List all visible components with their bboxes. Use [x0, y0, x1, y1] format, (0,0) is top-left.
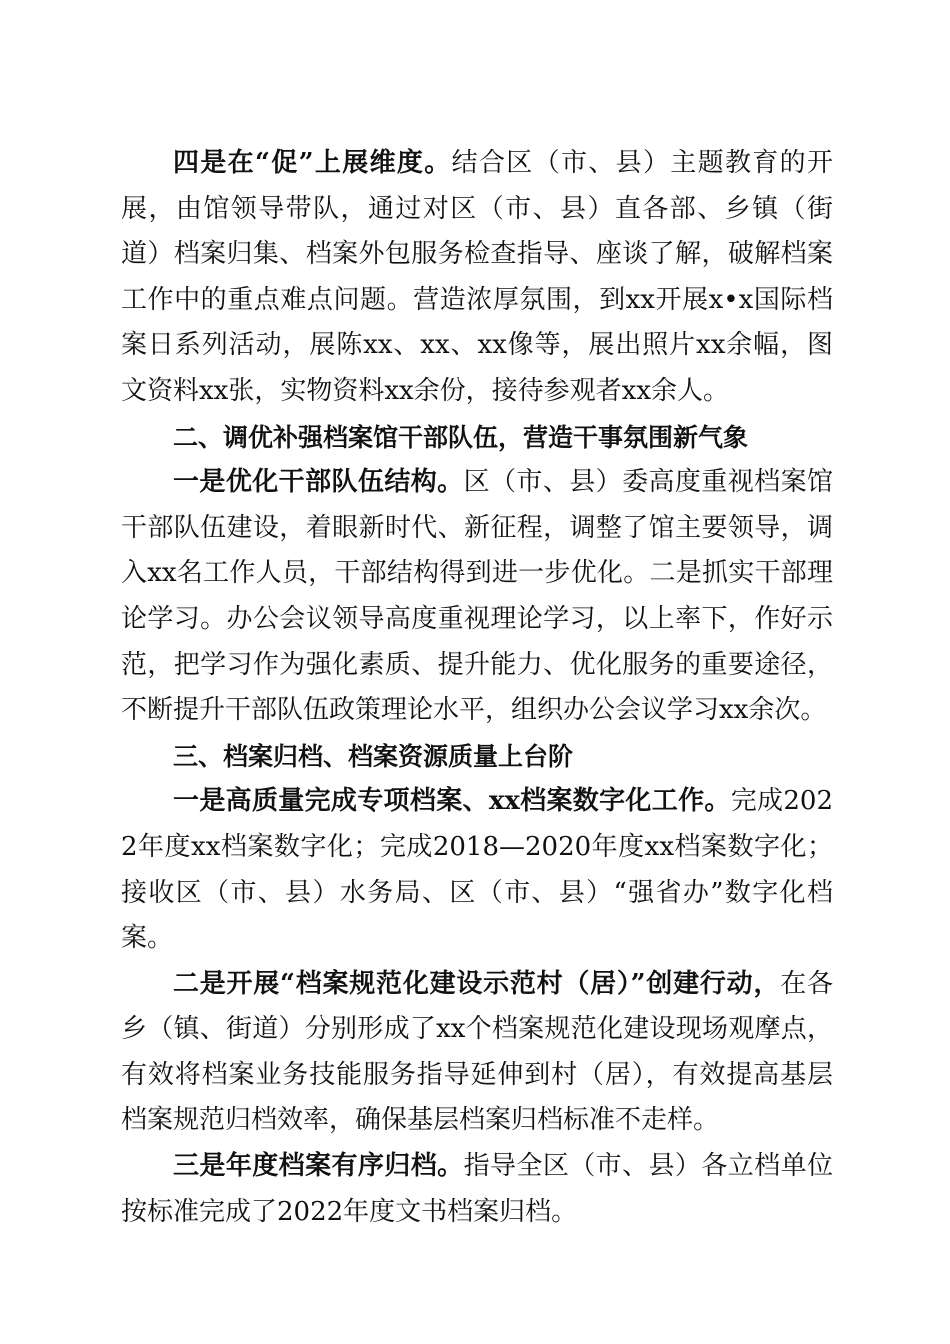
- document-body: [121, 141, 833, 1235]
- paragraph-text: 在各乡（镇、街道）分别形成了xx个档案规范化建设现场观摩点，有效将档案业务技能服务指导延伸到村（居），有效提高基层档案规范归档效率，确保基层档案归档标准不走样。: [121, 968, 833, 1136]
- paragraph-lead: 二是开展“档案规范化建设示范村（居）”创建行动，: [173, 968, 781, 999]
- paragraph-digitization: [121, 779, 833, 961]
- paragraph-annual-archiving: [121, 1144, 833, 1235]
- paragraph-text: 完成2022年度xx档案数字化；完成2018—2020年度xx档案数字化；接收区（市、县）水务局、区（市、县）“强省办”数字化档案。: [121, 786, 833, 954]
- section-heading-3: 三、档案归档、档案资源质量上台阶: [173, 741, 574, 771]
- paragraph-lead: 一是优化干部队伍结构。: [173, 467, 464, 498]
- paragraph-lead: 一是高质量完成专项档案、xx档案数字化工作。: [173, 786, 731, 817]
- paragraph-cadre-structure: [121, 460, 833, 734]
- section-heading-2: 二、调优补强档案馆干部队伍，营造干事氛围新气象: [173, 422, 749, 452]
- paragraph-lead: 三是年度档案有序归档。: [173, 1151, 464, 1182]
- paragraph-lead: 四是在“促”上展维度。: [173, 148, 452, 178]
- paragraph-text: 结合区（市、县）主题教育的开展，由馆领导带队，通过对区（市、县）直各部、乡镇（街道）档案归集、档案外包服务检查指导、座谈了解，破解档案工作中的重点难点问题。营造浓厚氛围，到xx开展x•x国际档案日系列活动，展陈xx、xx、xx像等，展出照片xx余幅，图文资料xx张，实物资料xx余份，接待参观者xx余人。: [121, 148, 833, 406]
- paragraph-text: 区（市、县）委高度重视档案馆干部队伍建设，着眼新时代、新征程，调整了馆主要领导，调入xx名工作人员，干部结构得到进一步优化。二是抓实干部理论学习。办公会议领导高度重视理论学习，以上率下，作好示范，把学习作为强化素质、提升能力、优化服务的重要途径，不断提升干部队伍政策理论水平，组织办公会议学习xx余次。: [121, 467, 833, 726]
- paragraph-demonstration-village: [121, 962, 833, 1144]
- paragraph-promotion: [121, 141, 833, 415]
- paragraph-text: 指导全区（市、县）各立档单位按标准完成了2022年度文书档案归档。: [121, 1151, 833, 1227]
